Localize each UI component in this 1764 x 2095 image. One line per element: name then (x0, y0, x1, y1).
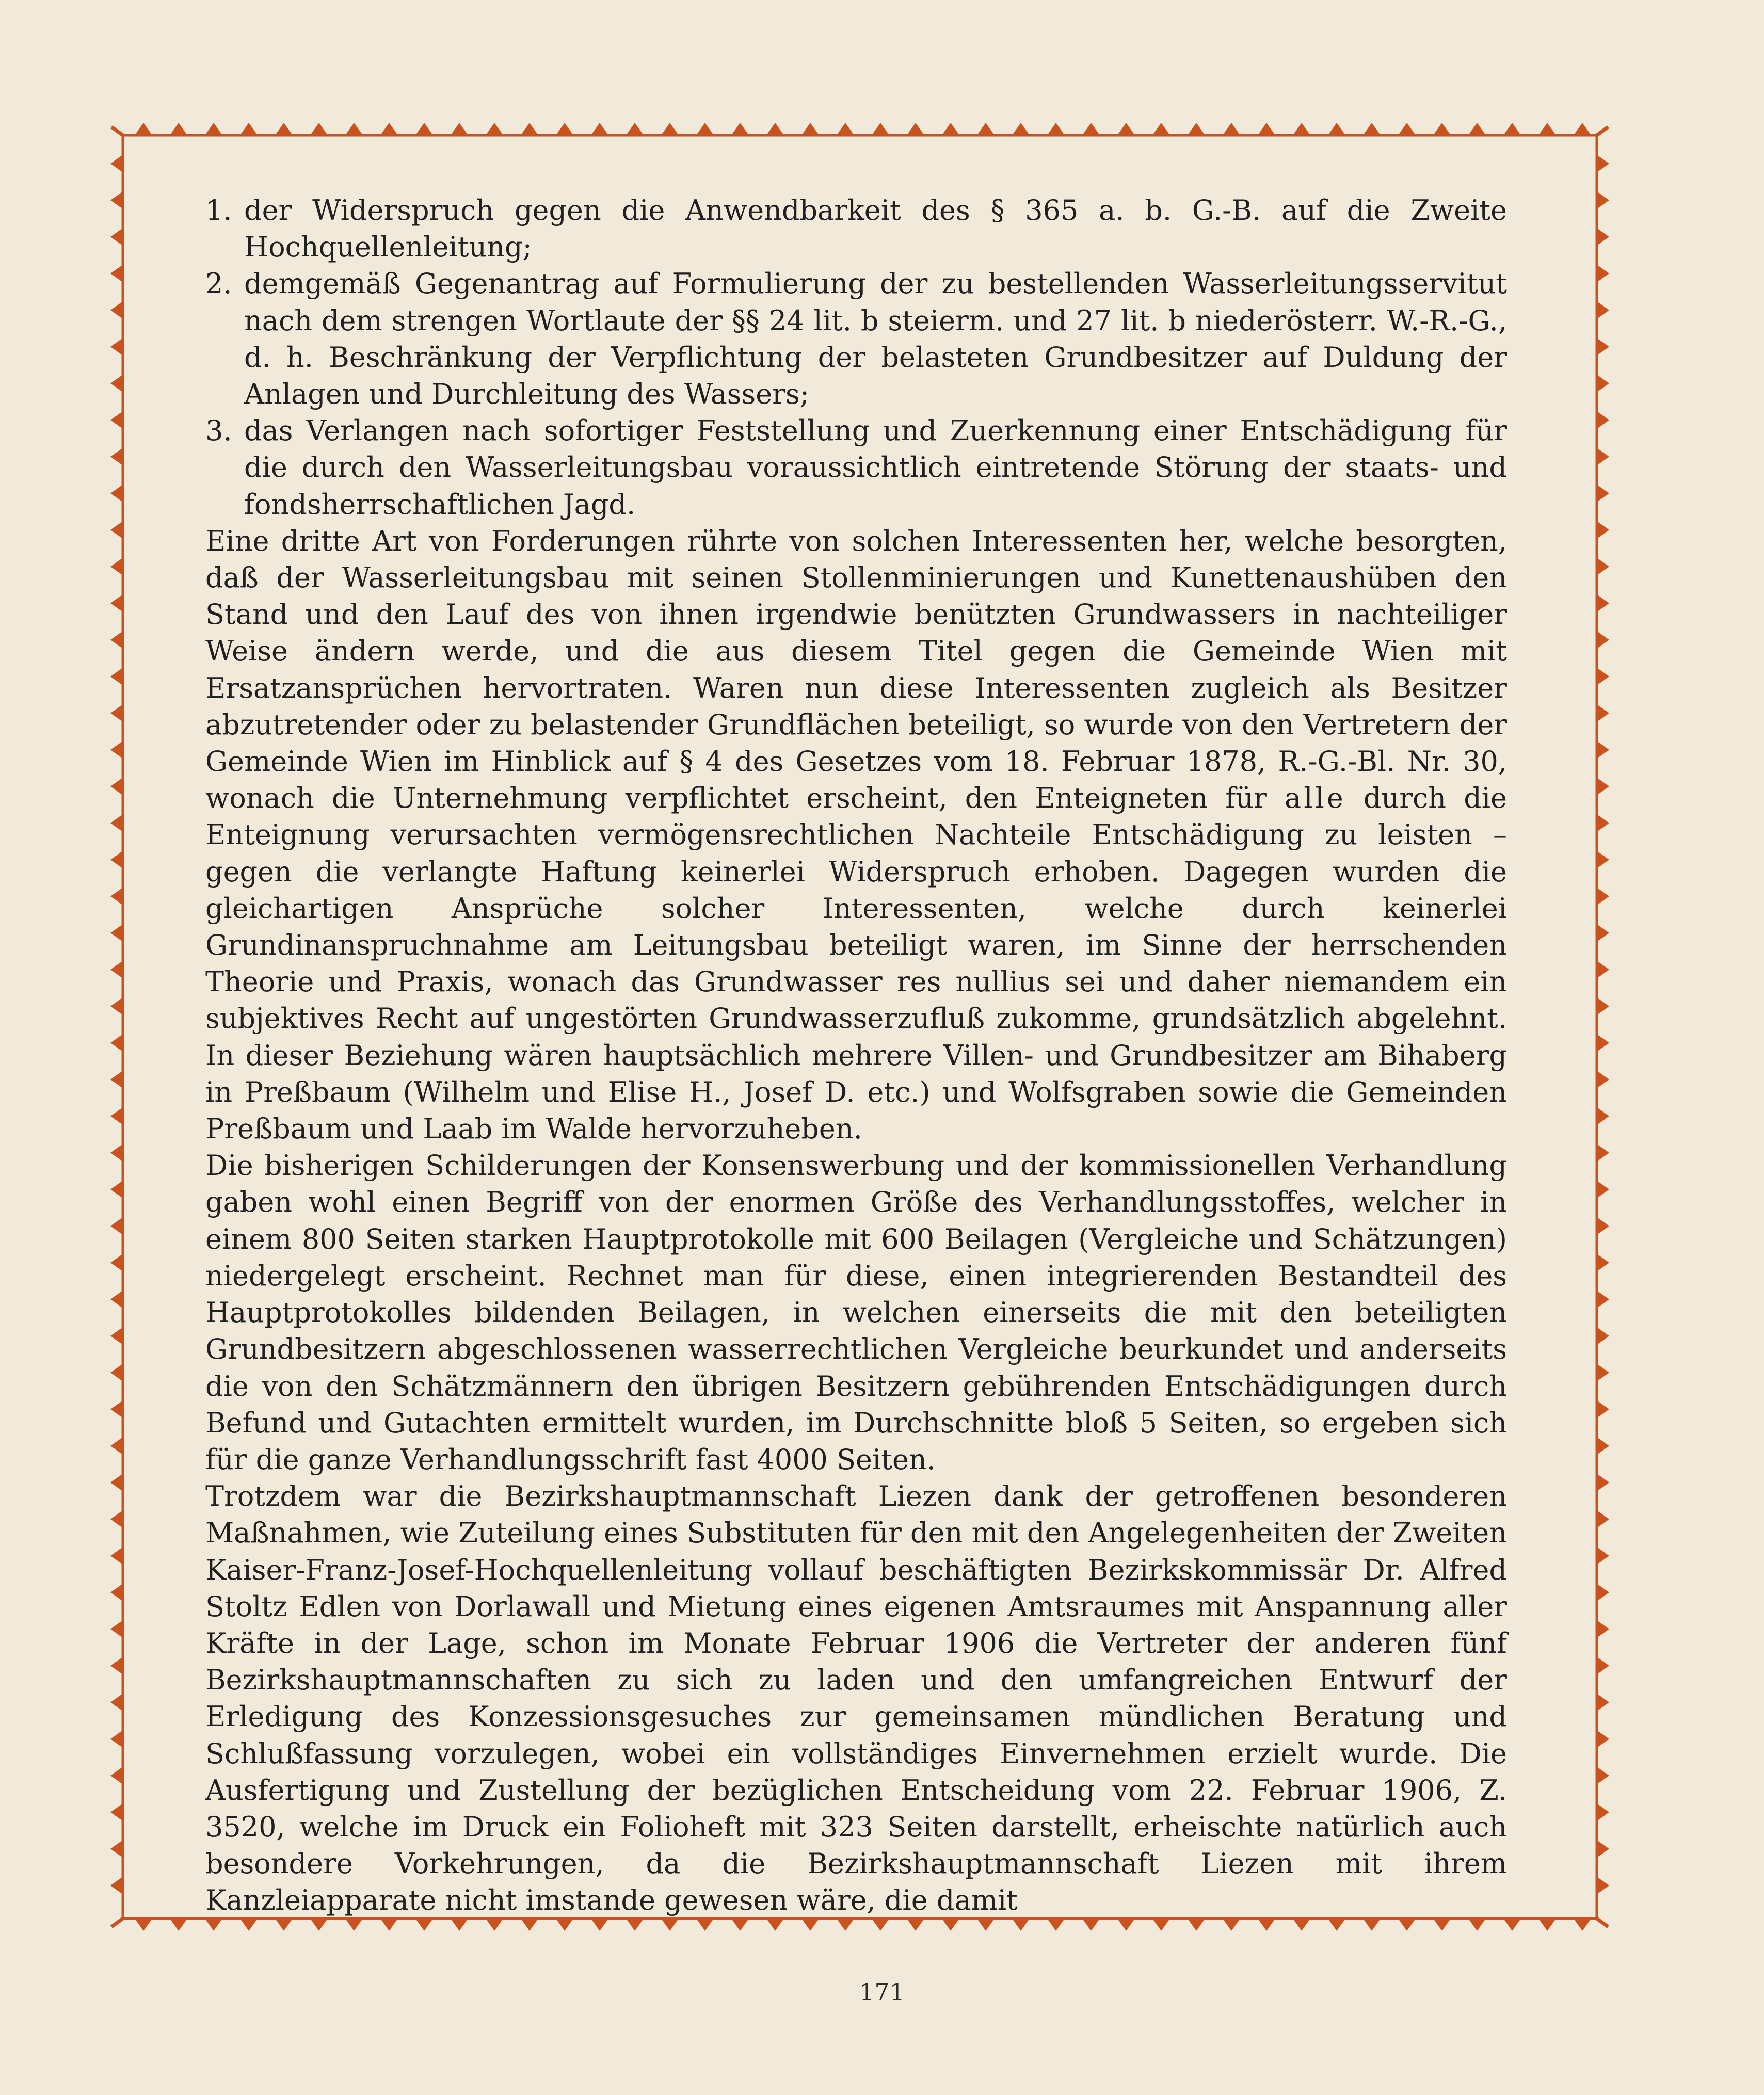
list-item (205, 265, 1507, 412)
list-number: 1. (205, 194, 232, 227)
paragraph-text: Eine dritte Art von Forderungen rührte von solchen Interessenten her, welche besorgten, daß der Wasserleitungsbau mit seinen Stollenminierungen und Kunettenaushüben den Stand und den Lauf des von ihnen irgendwie benützten Grundwassers in nachteiliger Weise ändern werde, und die aus diesem Titel gegen die Gemeinde Wien mit Ersatzansprüchen hervortraten. Waren nun diese Interessenten zugleich als Besitzer abzutretender oder zu belastender Grundflächen beteiligt, so wurde von den Vertretern der Gemeinde Wien im Hinblick auf § 4 des Gesetzes vom 18. Februar 1878, R.-G.-Bl. Nr. 30, wonach die Unternehmung verpflichtet erscheint, den Enteigneten für (205, 524, 1507, 815)
list-item (205, 192, 1507, 265)
list-text: der Widerspruch gegen die Anwendbarkeit des § 365 a. b. G.-B. auf die Zweite Hochquellenleitung; (244, 194, 1507, 264)
list-number: 2. (205, 267, 232, 300)
paragraph-verhandlung: Die bisherigen Schilderungen der Konsenswerbung und der kommissionellen Verhandlung gaben wohl einen Begriff von der enormen Größe des Verhandlungsstoffes, welcher in einem 800 Seiten starken Hauptprotokolle mit 600 Beilagen (Vergleiche und Schätzungen) niedergelegt erscheint. Rechnet man für diese, einen integrierenden Bestandteil des Hauptprotokolles bildenden Beilagen, in welchen einerseits die mit den beteiligten Grundbesitzern abgeschlossenen wasserrechtlichen Vergleiche beurkundet und anderseits die von den Schätzmännern den übrigen Besitzern gebührenden Entschädigungen durch Befund und Gutachten ermittelt wurden, im Durchschnitte bloß 5 Seiten, so ergeben sich für die ganze Verhandlungsschrift fast 4000 Seiten. (205, 1149, 1507, 1476)
emphasis-alle: alle (1285, 782, 1346, 815)
list-text: demgemäß Gegenantrag auf Formulierung der zu bestellenden Wasserleitungsservitut nach dem strengen Wortlaute der §§ 24 lit. b steierm. und 27 lit. b niederösterr. W.-R.-G., d. h. Beschränkung der Verpflichtung der belasteten Grundbesitzer auf Duldung der Anlagen und Durchleitung des Wassers; (244, 267, 1507, 411)
list-item (205, 412, 1507, 523)
page-number: 171 (859, 1978, 905, 2006)
paragraph-interessenten (205, 523, 1507, 1147)
paragraph-liezen: Trotzdem war die Bezirkshauptmannschaft Liezen dank der getroffenen besonderen Maßnahmen, wie Zuteilung eines Substituten für den mit den Angelegenheiten der Zweiten Kaiser-Franz-Josef-Hochquellenleitung vollauf beschäftigten Bezirkskommissär Dr. Alfred Stoltz Edlen von Dorlawall und Mietung eines eigenen Amtsraumes mit Anspannung aller Kräfte in der Lage, schon im Monate Februar 1906 die Vertreter der anderen fünf Bezirkshauptmannschaften zu sich zu laden und den umfangreichen Entwurf der Erledigung des Konzessionsgesuches zur gemeinsamen mündlichen Beratung und Schlußfassung vorzulegen, wobei ein vollständiges Einvernehmen erzielt wurde. Die Ausfertigung und Zustellung der bezüglichen Entscheidung vom 22. Februar 1906, Z. 3520, welche im Druck ein Folioheft mit 323 Seiten darstellt, erheischte natürlich auch besondere Vorkehrungen, da die Bezirkshauptmannschaft Liezen mit ihrem Kanzleiapparate nicht imstande gewesen wäre, die damit (205, 1480, 1507, 1917)
main-text (205, 192, 1507, 1919)
list-number: 3. (205, 414, 232, 447)
list-text: das Verlangen nach sofortiger Feststellung und Zuerkennung einer Entschädigung für die durch den Wasserleitungsbau voraussichtlich eintretende Störung der staats- und fondsherrschaftlichen Jagd. (244, 414, 1507, 521)
paragraph-text: durch die Enteignung verursachten vermögensrechtlichen Nachteile Entschädigung zu leisten – gegen die verlangte Haftung keinerlei Widerspruch erhoben. Dagegen wurden die gleichartigen Ansprüche solcher Interessenten, welche durch keinerlei Grundinanspruchnahme am Leitungsbau beteiligt waren, im Sinne der herrschenden Theorie und Praxis, wonach das Grundwasser res nullius sei und daher niemandem ein subjektives Recht auf ungestörten Grundwasserzufluß zukomme, grundsätzlich abgelehnt. In dieser Beziehung wären hauptsächlich mehrere Villen- und Grundbesitzer am Bihaberg in Preßbaum (Wilhelm und Elise H., Josef D. etc.) und Wolfsgraben sowie die Gemeinden Preßbaum und Laab im Walde hervorzuheben. (205, 782, 1507, 1146)
